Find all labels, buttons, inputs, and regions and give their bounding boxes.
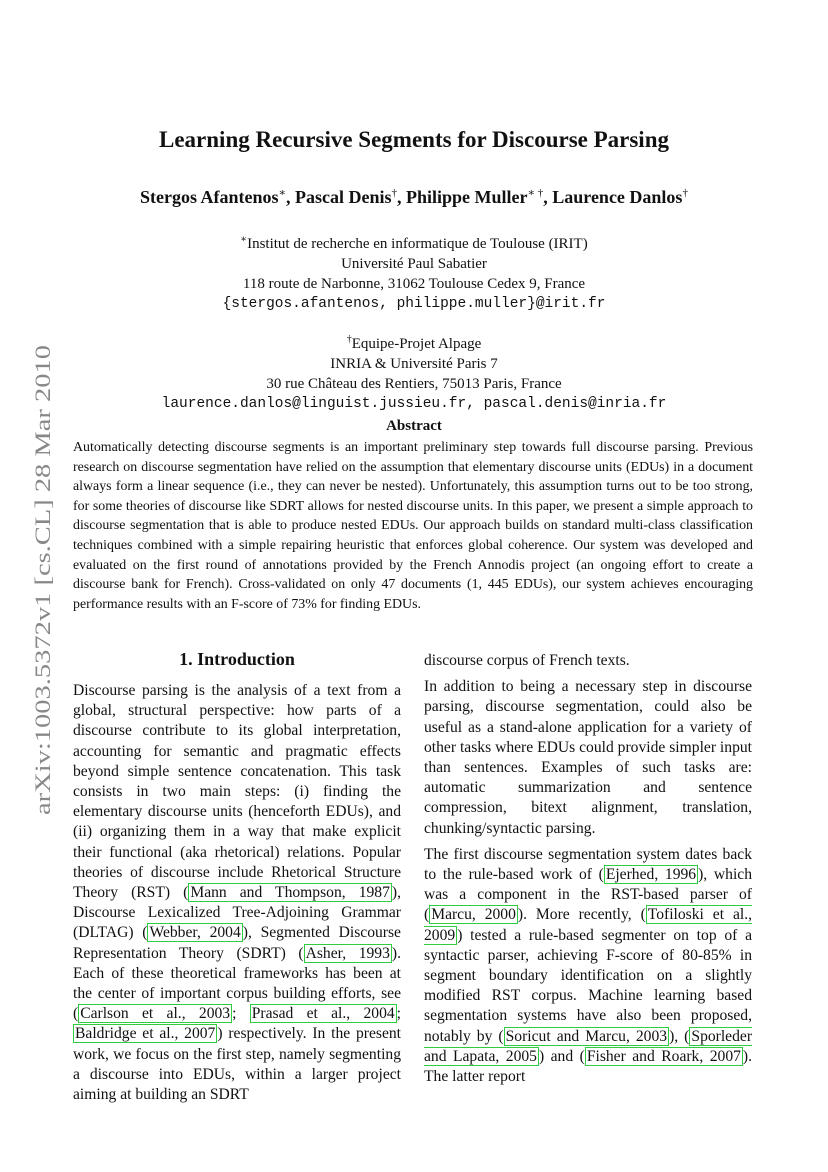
section-heading: 1. Introduction [179,649,295,669]
paragraph-text: ), which was a component in the RST-based parser of ( [424,866,753,924]
citation-link[interactable]: Carlson et al., 2003 [80,1005,231,1023]
paragraph-text: ) tested a rule-based segmenter on top of a syntactic parser, achieving F-score of 80-85% in segment boundary identification on a slightly modified RST corpus. Machine learning based segmentation systems have also been proposed, notably by ( [424,926,752,1045]
affiliation-line: 118 route de Narbonne, 31062 Toulouse Cedex 9, France [242,276,586,292]
paragraph-text: ). Each of these theoretical frameworks has been at the center of important corpus building efforts, see ( [73,944,401,1023]
paragraph: discourse corpus of French texts. [424,652,630,669]
left-column [73,681,401,1111]
citation-link[interactable]: Asher, 1993 [305,944,390,962]
citation-link[interactable]: Fisher and Roark, 2007 [586,1047,741,1065]
right-column [424,651,752,1093]
citation-link[interactable]: Mann and Thompson, 1987 [190,884,390,902]
paragraph-text: ), Discourse Lexicalized Tree-Adjoining Grammar (DLTAG) ( [73,884,401,942]
author-name: Laurence Danlos [552,187,683,207]
paragraph [424,845,752,1087]
citation-link[interactable]: Webber, 2004 [149,924,241,942]
affiliation-line: Equipe-Projet Alpage [351,336,482,352]
affiliation-mark: ∗ † [527,187,544,199]
author-name: Philippe Muller [406,187,528,207]
paragraph-text: ) and ( [538,1047,585,1065]
paragraph: In addition to being a necessary step in discourse parsing, discourse segmentation, could also be useful as a stand-alone application for a variety of other tasks where EDUs could provide simpler input than sentences. Examples of such tasks are: automatic summarization and sentence compression, bitext alignment, translation, chunking/syntactic parsing. [424,678,752,837]
affiliation-mark: ∗ [278,187,287,199]
citation-link[interactable]: Sporleder and Lapata, 2005 [424,1027,753,1065]
paragraph-text: ). More recently, ( [517,906,646,924]
author-list: Stergos Afantenos∗, Pascal Denis†, Philippe Muller∗ †, Laurence Danlos† [140,187,688,207]
author-name: Stergos Afantenos [140,187,279,207]
affiliation-email[interactable]: laurence.danlos@linguist.jussieu.fr, pascal.denis@inria.fr [161,396,667,412]
paragraph-text: ; [232,1005,250,1023]
paragraph-text: ), Segmented Discourse Representation Theory (SDRT) ( [73,924,401,962]
citation-link[interactable]: Soricut and Marcu, 2003 [505,1027,668,1045]
citation-link[interactable]: Tofiloski et al., 2009 [424,906,753,944]
affiliation-mark: † [682,187,688,199]
paragraph [73,681,401,1105]
affiliation-line: Université Paul Sabatier [341,256,487,272]
paragraph-text: ) respectively. In the present work, we focus on the first step, namely segmenting a discourse into EDUs, within a larger project aiming at building an SDRT [73,1025,401,1104]
arxiv-stamp-text: arXiv:1003.5372v1 [cs.CL] 28 Mar 2010 [30,443,55,815]
affiliation-block-inria [0,330,828,414]
author-name: Pascal Denis [295,187,392,207]
citation-link[interactable]: Marcu, 2000 [431,906,516,924]
affiliation-mark: † [346,334,352,345]
paragraph-text: The first discourse segmentation system dates back to the rule-based work of ( [424,845,752,884]
abstract-text: Automatically detecting discourse segments is an important preliminary step towards full discourse parsing. Previous research on discourse segmentation have relied on the assumption that elementary discourse units (EDUs) in a document always form a linear sequence (i.e., they can never be nested). Unfortunately, this assumption turns out to be too strong, for some theories of discourse like SDRT allows for nested discourse units. In this paper, we present a simple approach to discourse segmentation that is able to produce nested EDUs. Our approach builds on standard multi-class classification techniques combined with a simple repairing heuristic that enforces global coherence. Our system was developed and evaluated on the first round of annotations provided by the French Annodis project (an ongoing effort to create a discourse bank for French). Cross-validated on only 47 documents (1, 445 EDUs), our system achieves encouraging performance results with an F-score of 73% for finding EDUs. [73,440,753,612]
citation-link[interactable]: Ejerhed, 1996 [605,866,697,884]
abstract-heading: Abstract [386,418,442,434]
citation-link[interactable]: Prasad et al., 2004 [251,1005,395,1023]
affiliation-email[interactable]: {stergos.afantenos, philippe.muller}@irit.fr [222,296,606,312]
citation-link[interactable]: Baldridge et al., 2007 [75,1025,216,1043]
affiliation-line: Institut de recherche en informatique de Toulouse (IRIT) [247,236,588,252]
paragraph-text: ; [396,1005,402,1023]
affiliation-mark: † [391,187,398,199]
paragraph-text: ). The latter report [424,1047,753,1086]
affiliation-mark: ∗ [240,234,248,245]
paragraph-text: Discourse parsing is the analysis of a text from a global, structural perspective: how parts of a discourse contribute to its global interpretation, accounting for semantic and pragmatic effects beyond simple sentence concatenation. This task consists in two main steps: (i) finding the elementary discourse units (henceforth EDUs), and (ii) organizing them in a way that make explicit their functional (aka rhetorical) relations. Popular theories of discourse include Rhetorical Structure Theory (RST) ( [73,682,401,902]
affiliation-line: INRIA & Université Paris 7 [330,356,498,372]
affiliation-line: 30 rue Château des Rentiers, 75013 Paris, France [266,376,562,392]
paper-title: Learning Recursive Segments for Discourse Parsing [159,127,669,152]
paragraph-text: ), ( [669,1027,690,1045]
affiliation-block-irit [0,230,828,314]
